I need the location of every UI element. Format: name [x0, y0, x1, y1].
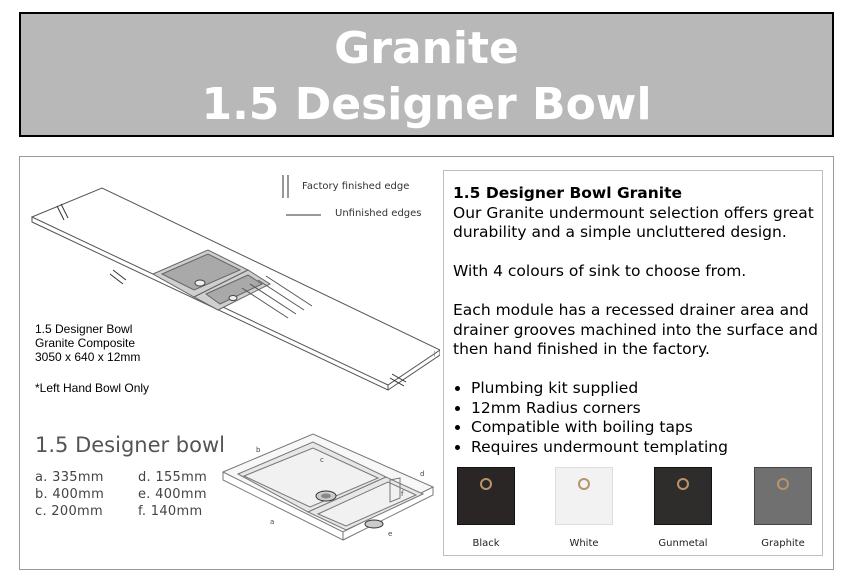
unfinished-edge-icon [285, 210, 325, 220]
feature-list [453, 379, 818, 457]
title-line-2: 1.5 Designer Bowl [201, 79, 652, 130]
description-para-2: With 4 colours of sink to choose from. [453, 262, 747, 280]
dim-label-b: b [256, 446, 261, 454]
spec-note: *Left Hand Bowl Only [35, 381, 150, 395]
dim-label-a: a [270, 518, 275, 526]
swatch-gunmetal [654, 467, 712, 525]
description-box [443, 170, 823, 556]
bowl-diagram [218, 432, 440, 544]
dim-label-e: e [388, 530, 393, 538]
dims-right [138, 469, 207, 520]
worktop-illustration [20, 160, 440, 410]
dim-c: c. 200mm [35, 504, 103, 519]
description-title: 1.5 Designer Bowl Granite [453, 184, 683, 202]
swatch-graphite [754, 467, 812, 525]
spec-block [35, 322, 140, 364]
swatch-label-white: White [569, 538, 599, 549]
dim-e: e. 400mm [138, 487, 207, 502]
feature-item: • Requires undermount templating [471, 438, 818, 458]
diagram-title: 1.5 Designer bowl [35, 433, 225, 457]
description-text [453, 184, 818, 457]
swatch-label-black: Black [472, 538, 500, 549]
drain-icon [777, 478, 789, 490]
title-banner [19, 12, 834, 137]
swatch-white [555, 467, 613, 525]
spec-name: 1.5 Designer Bowl [35, 322, 133, 336]
title-line-1: Granite [334, 23, 519, 74]
drain-icon [578, 478, 590, 490]
feature-item: • Compatible with boiling taps [471, 418, 818, 438]
drain-icon [677, 478, 689, 490]
description-para-3: Each module has a recessed drainer area and drainer grooves machined into the surface and then hand finished in the factory. [453, 301, 818, 358]
dim-d: d. 155mm [138, 470, 208, 485]
drain-icon [480, 478, 492, 490]
swatch-label-gunmetal: Gunmetal [658, 538, 708, 549]
dim-label-f: f [401, 490, 404, 498]
feature-item: • 12mm Radius corners [471, 399, 818, 419]
legend-factory-label: Factory finished edge [302, 181, 410, 192]
dim-a: a. 335mm [35, 470, 104, 485]
swatch-label-graphite: Graphite [761, 538, 805, 549]
dims-left [35, 469, 104, 520]
feature-item: • Plumbing kit supplied [471, 379, 818, 399]
dim-f: f. 140mm [138, 504, 203, 519]
dim-b: b. 400mm [35, 487, 105, 502]
swatch-black [457, 467, 515, 525]
svg-text:|: | [434, 351, 436, 357]
colour-swatches [444, 461, 823, 556]
description-para-1: Our Granite undermount selection offers great durability and a simple uncluttered design. [453, 203, 814, 241]
dim-label-c: c [320, 456, 324, 464]
legend-unfinished-label: Unfinished edges [335, 208, 422, 219]
dim-label-d: d [420, 470, 425, 478]
spec-size: 3050 x 640 x 12mm [35, 350, 141, 364]
spec-material: Granite Composite [35, 336, 136, 350]
